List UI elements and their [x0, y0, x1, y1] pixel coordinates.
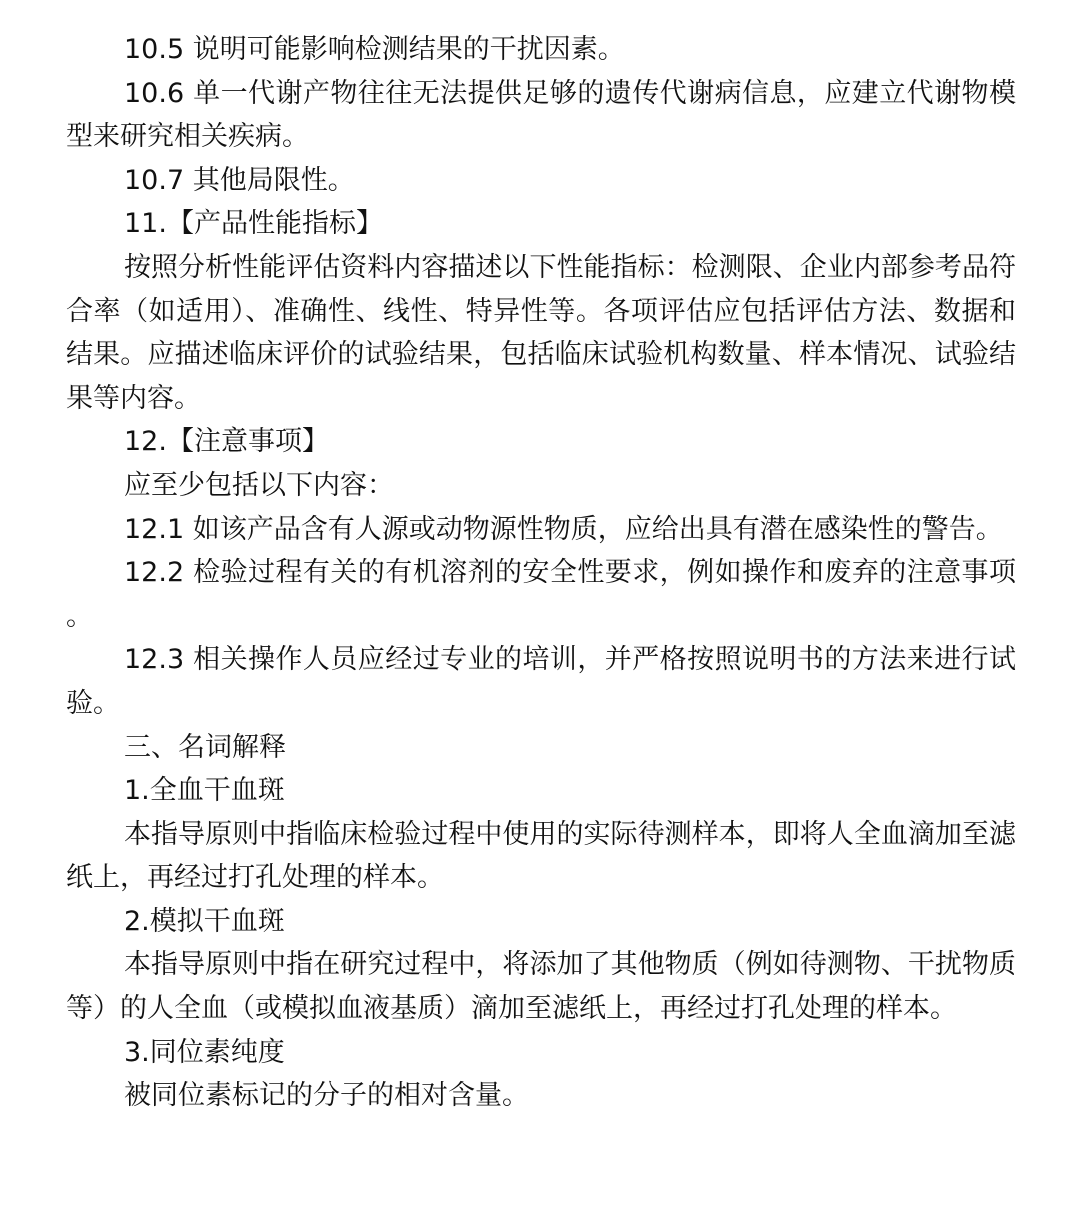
- term-heading-2: 2.模拟干血斑: [124, 905, 285, 937]
- section-heading-glossary: 三、名词解释: [124, 731, 286, 763]
- paragraph-10-5: 10.5 说明可能影响检测结果的干扰因素。: [124, 34, 625, 65]
- term-definition-1: 本指导原则中指临床检验过程中使用的实际待测样本，即将人全血滴加至滤纸上，再经过打孔处理的样本。: [66, 818, 1016, 894]
- term-definition-3: 被同位素标记的分子的相对含量。: [124, 1080, 529, 1112]
- section-heading-12: 12.【注意事项】: [124, 426, 329, 458]
- paragraph-10-6: 10.6 单一代谢产物往往无法提供足够的遗传代谢病信息，应建立代谢物模型来研究相关疾病。: [66, 77, 1016, 153]
- paragraph-10-7: 10.7 其他局限性。: [124, 164, 355, 196]
- term-heading-3: 3.同位素纯度: [124, 1036, 285, 1068]
- paragraph-12-2: 12.2 检验过程有关的有机溶剂的安全性要求，例如操作和废弃的注意事项。: [66, 557, 1016, 632]
- paragraph-performance: 按照分析性能评估资料内容描述以下性能指标：检测限、企业内部参考品符合率（如适用）、准确性、线性、特异性等。各项评估应包括评估方法、数据和结果。应描述临床评价的试验结果，包括临床试验机构数量、样本情况、试验结果等内容。: [66, 251, 1016, 414]
- section-heading-11: 11.【产品性能指标】: [124, 208, 383, 240]
- paragraph-12-1: 12.1 如该产品含有人源或动物源性物质，应给出具有潜在感染性的警告。: [124, 513, 1003, 545]
- term-heading-1: 1.全血干血斑: [124, 775, 285, 807]
- document-body: [66, 28, 1016, 1118]
- paragraph-12-intro: 应至少包括以下内容：: [124, 469, 394, 501]
- term-definition-2: 本指导原则中指在研究过程中，将添加了其他物质（例如待测物、干扰物质等）的人全血（或模拟血液基质）滴加至滤纸上，再经过打孔处理的样本。: [66, 949, 1016, 1025]
- paragraph-12-3: 12.3 相关操作人员应经过专业的培训，并严格按照说明书的方法来进行试验。: [66, 644, 1016, 719]
